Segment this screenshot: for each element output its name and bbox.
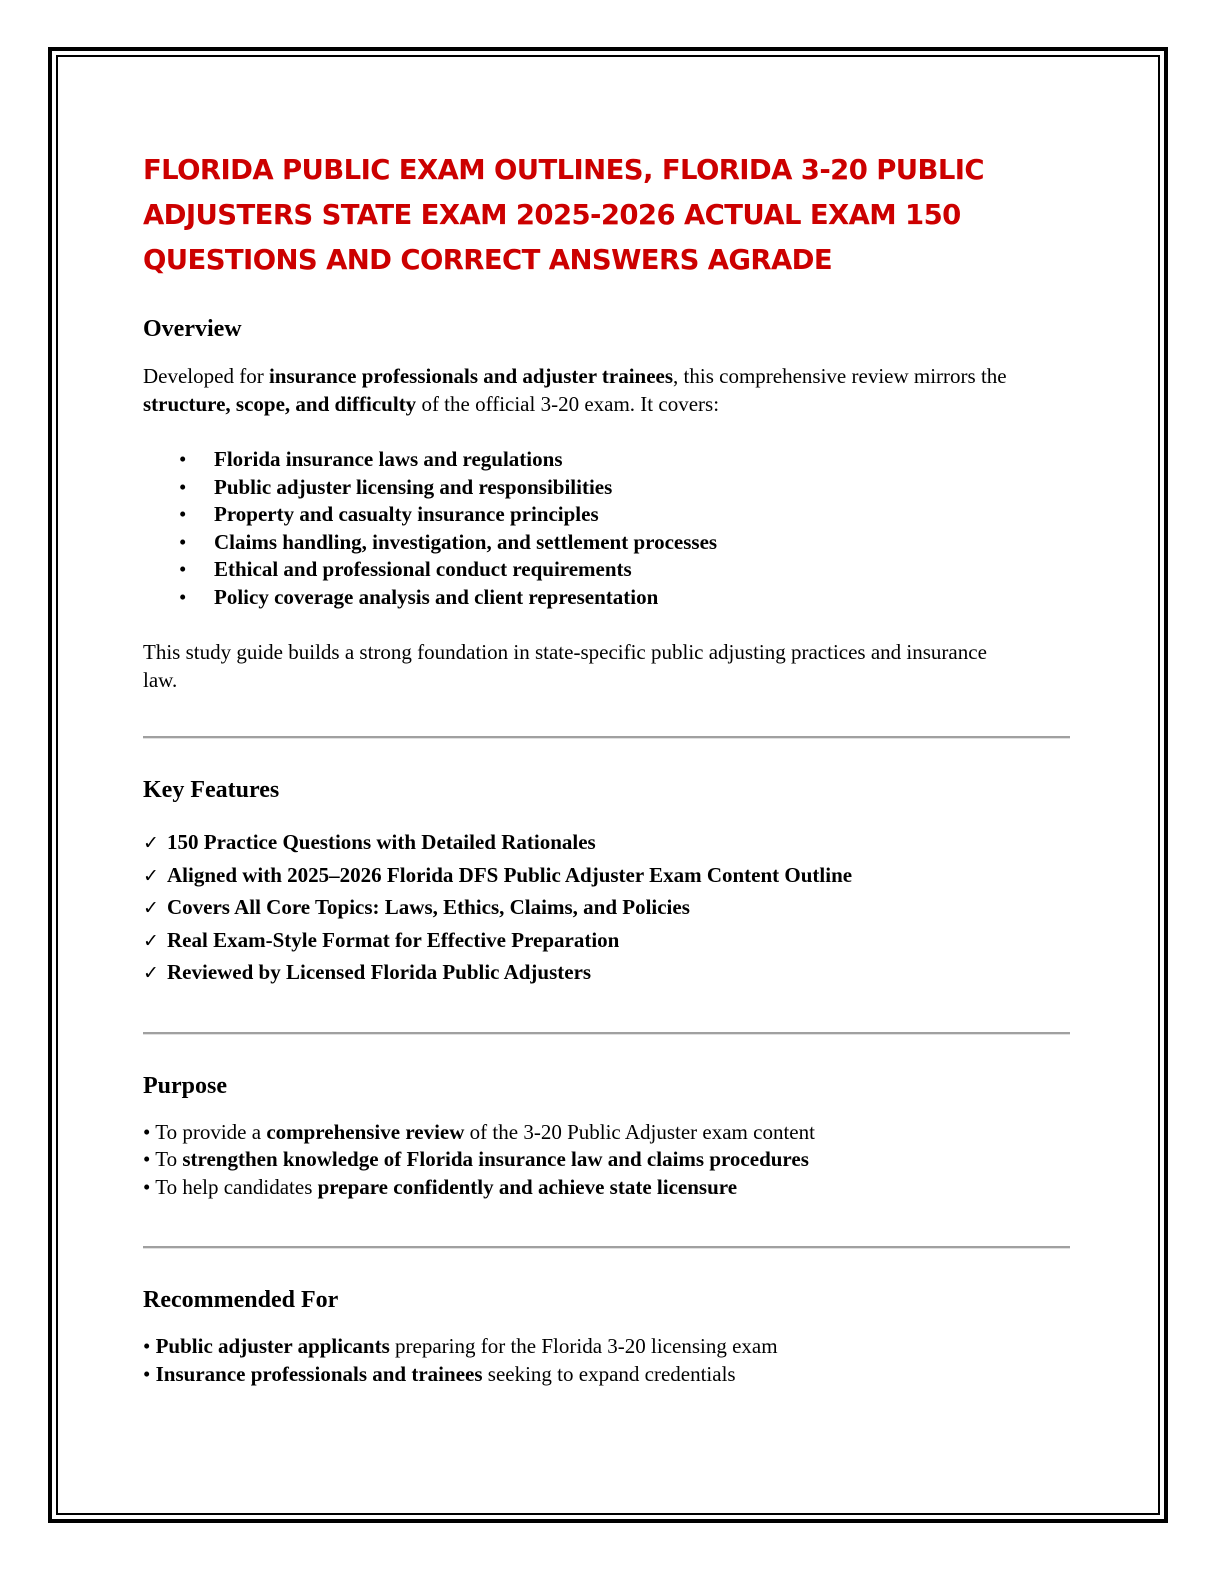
list-item: ✓ Covers All Core Topics: Laws, Ethics, Claims, and Policies (143, 892, 1073, 925)
list-item: • Florida insurance laws and regulations (179, 447, 563, 471)
list-item: • Claims handling, investigation, and settlement processes (179, 529, 718, 554)
checkmark-icon: ✓ (143, 929, 159, 952)
list-item: • To help candidates prepare confidently and achieve state licensure (143, 1174, 738, 1199)
features-list (143, 827, 1073, 990)
title-line: FLORIDA PUBLIC EXAM OUTLINES, FLORIDA 3-20 PUBLIC (143, 154, 984, 186)
checkmark-icon: ✓ (143, 962, 159, 985)
topics-list (143, 446, 1073, 611)
purpose-heading: Purpose (143, 1072, 227, 1099)
checkmark-icon: ✓ (143, 864, 159, 887)
list-item: • Public adjuster applicants preparing for the Florida 3-20 licensing exam (143, 1334, 778, 1359)
key-features-heading: Key Features (143, 777, 280, 803)
list-item: ✓ Real Exam-Style Format for Effective Preparation (143, 925, 1073, 958)
list-item: • To strengthen knowledge of Florida insurance law and claims procedures (143, 1147, 809, 1172)
section-divider (143, 1032, 1070, 1035)
checkmark-icon: ✓ (143, 832, 159, 854)
overview-heading: Overview (143, 316, 242, 342)
document-title (143, 148, 1073, 283)
list-item: • Public adjuster licensing and responsibilities (179, 474, 613, 499)
section-divider (143, 1246, 1070, 1249)
list-item: ✓ Reviewed by Licensed Florida Public Adjusters (143, 957, 1073, 990)
purpose-list (143, 1119, 1073, 1202)
list-item: • Property and casualty insurance principles (179, 502, 599, 526)
checkmark-icon: ✓ (143, 897, 159, 920)
recommended-heading: Recommended For (143, 1287, 339, 1314)
title-line: QUESTIONS AND CORRECT ANSWERS AGRADE (143, 244, 833, 276)
section-divider (143, 736, 1070, 739)
list-item: • Insurance professionals and trainees seeking to expand credentials (143, 1361, 736, 1386)
title-line: ADJUSTERS STATE EXAM 2025-2026 ACTUAL EXAM 150 (143, 199, 961, 231)
recommended-list (143, 1333, 1073, 1388)
document-body (143, 148, 1073, 1388)
overview-intro: Developed for insurance professionals and adjuster trainees, this comprehensive review mirrors the structure, scope, and difficulty of the official 3-20 exam. It covers: (143, 364, 1007, 416)
overview-closing: This study guide builds a strong foundation in state-specific public adjusting practices and insurance law. (143, 640, 987, 692)
list-item: ✓ 150 Practice Questions with Detailed Rationales (143, 827, 1073, 860)
list-item: • To provide a comprehensive review of the 3-20 Public Adjuster exam content (143, 1119, 815, 1144)
list-item: • Ethical and professional conduct requirements (179, 557, 632, 581)
list-item: ✓ Aligned with 2025–2026 Florida DFS Public Adjuster Exam Content Outline (143, 860, 1073, 893)
list-item: • Policy coverage analysis and client representation (179, 584, 659, 609)
